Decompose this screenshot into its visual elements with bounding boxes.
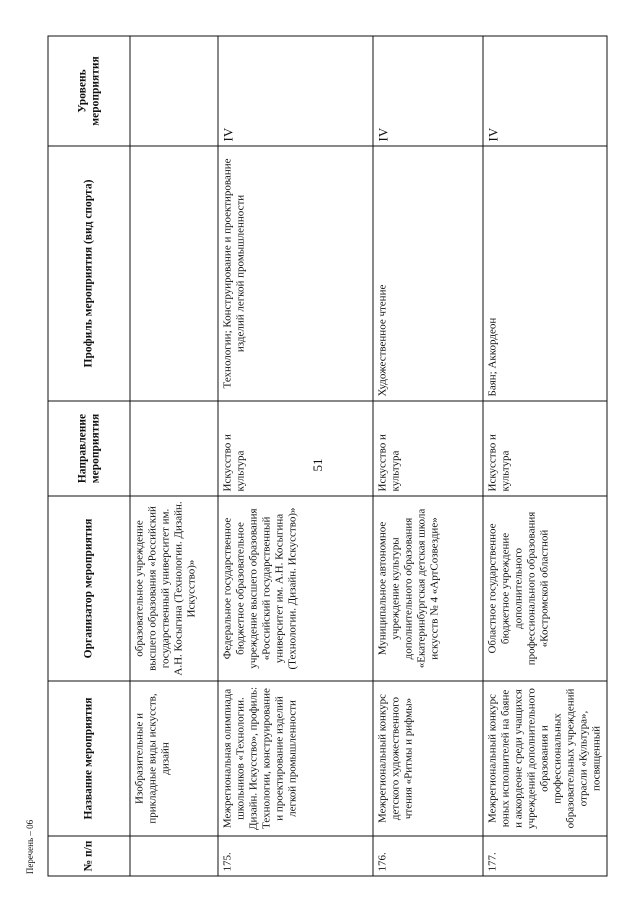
table-row <box>130 36 218 876</box>
header-level: Уровень мероприятия <box>48 36 130 146</box>
header-profile: Профиль мероприятия (вид спорта) <box>48 146 130 401</box>
footer-label: Перечень – 06 <box>25 819 35 875</box>
table-row <box>218 36 373 876</box>
row-level: IV <box>483 36 607 146</box>
row-name: Изобразительные и прикладные виды искусств, дизайн <box>130 681 218 836</box>
header-num: № п/п <box>48 836 130 876</box>
row-num: 177. <box>483 836 607 876</box>
row-profile: Баян; Аккордеон <box>483 146 607 401</box>
row-level <box>130 36 218 146</box>
row-direction <box>130 401 218 496</box>
row-name: Межрегиональная олимпиада школьников «Технологии. Дизайн. Искусство», профиль: Технологии, конструирование и проектирование изделий легкой промышленности <box>218 681 373 836</box>
row-direction: Искусство и культура <box>373 401 483 496</box>
table-header-row <box>48 36 130 876</box>
row-name: Межрегиональный конкурс детского художественного чтения «Ритмы и рифмы» <box>373 681 483 836</box>
header-direction: Направление мероприятия <box>48 401 130 496</box>
row-organizer: Федеральное государственное бюджетное образовательное учреждение высшего образования «Российский государственный университет им. А.Н. Косыгина (Технологии. Дизайн. Искусство)» <box>218 496 373 681</box>
row-organizer: Муниципальное автономное учреждение культуры дополнительного образования «Екатеринбургская детская школа искусств № 4 «АртСозвездие» <box>373 496 483 681</box>
row-organizer: образовательное учреждение высшего образования «Российский государственный университет им. А.Н. Косыгина (Технологии. Дизайн. Искусство)» <box>130 496 218 681</box>
row-name: Межрегиональный конкурс юных исполнителей на баяне и аккордеоне среди учащихся учреждений дополнительного образования и профессиональных образовательных учреждений отрасли «Культура», посвященный <box>483 681 607 836</box>
page-number: 51 <box>310 458 325 472</box>
events-table <box>48 35 608 876</box>
header-name: Название мероприятия <box>48 681 130 836</box>
row-num <box>130 836 218 876</box>
header-organizer: Организатор мероприятия <box>48 496 130 681</box>
row-profile: Художественное чтение <box>373 146 483 401</box>
row-level: IV <box>373 36 483 146</box>
row-direction: Искусство и культура <box>218 401 373 496</box>
table-row <box>483 36 607 876</box>
table-row <box>373 36 483 876</box>
row-profile: Технологии; Конструирование и проектирование изделий легкой промышленности <box>218 146 373 401</box>
row-direction: Искусство и культура <box>483 401 607 496</box>
row-num: 175. <box>218 836 373 876</box>
row-organizer: Областное государственное бюджетное учреждение дополнительного профессионального образования «Костромской областной <box>483 496 607 681</box>
row-num: 176. <box>373 836 483 876</box>
events-table-wrapper <box>48 36 603 876</box>
row-profile <box>130 146 218 401</box>
row-level: IV <box>218 36 373 146</box>
